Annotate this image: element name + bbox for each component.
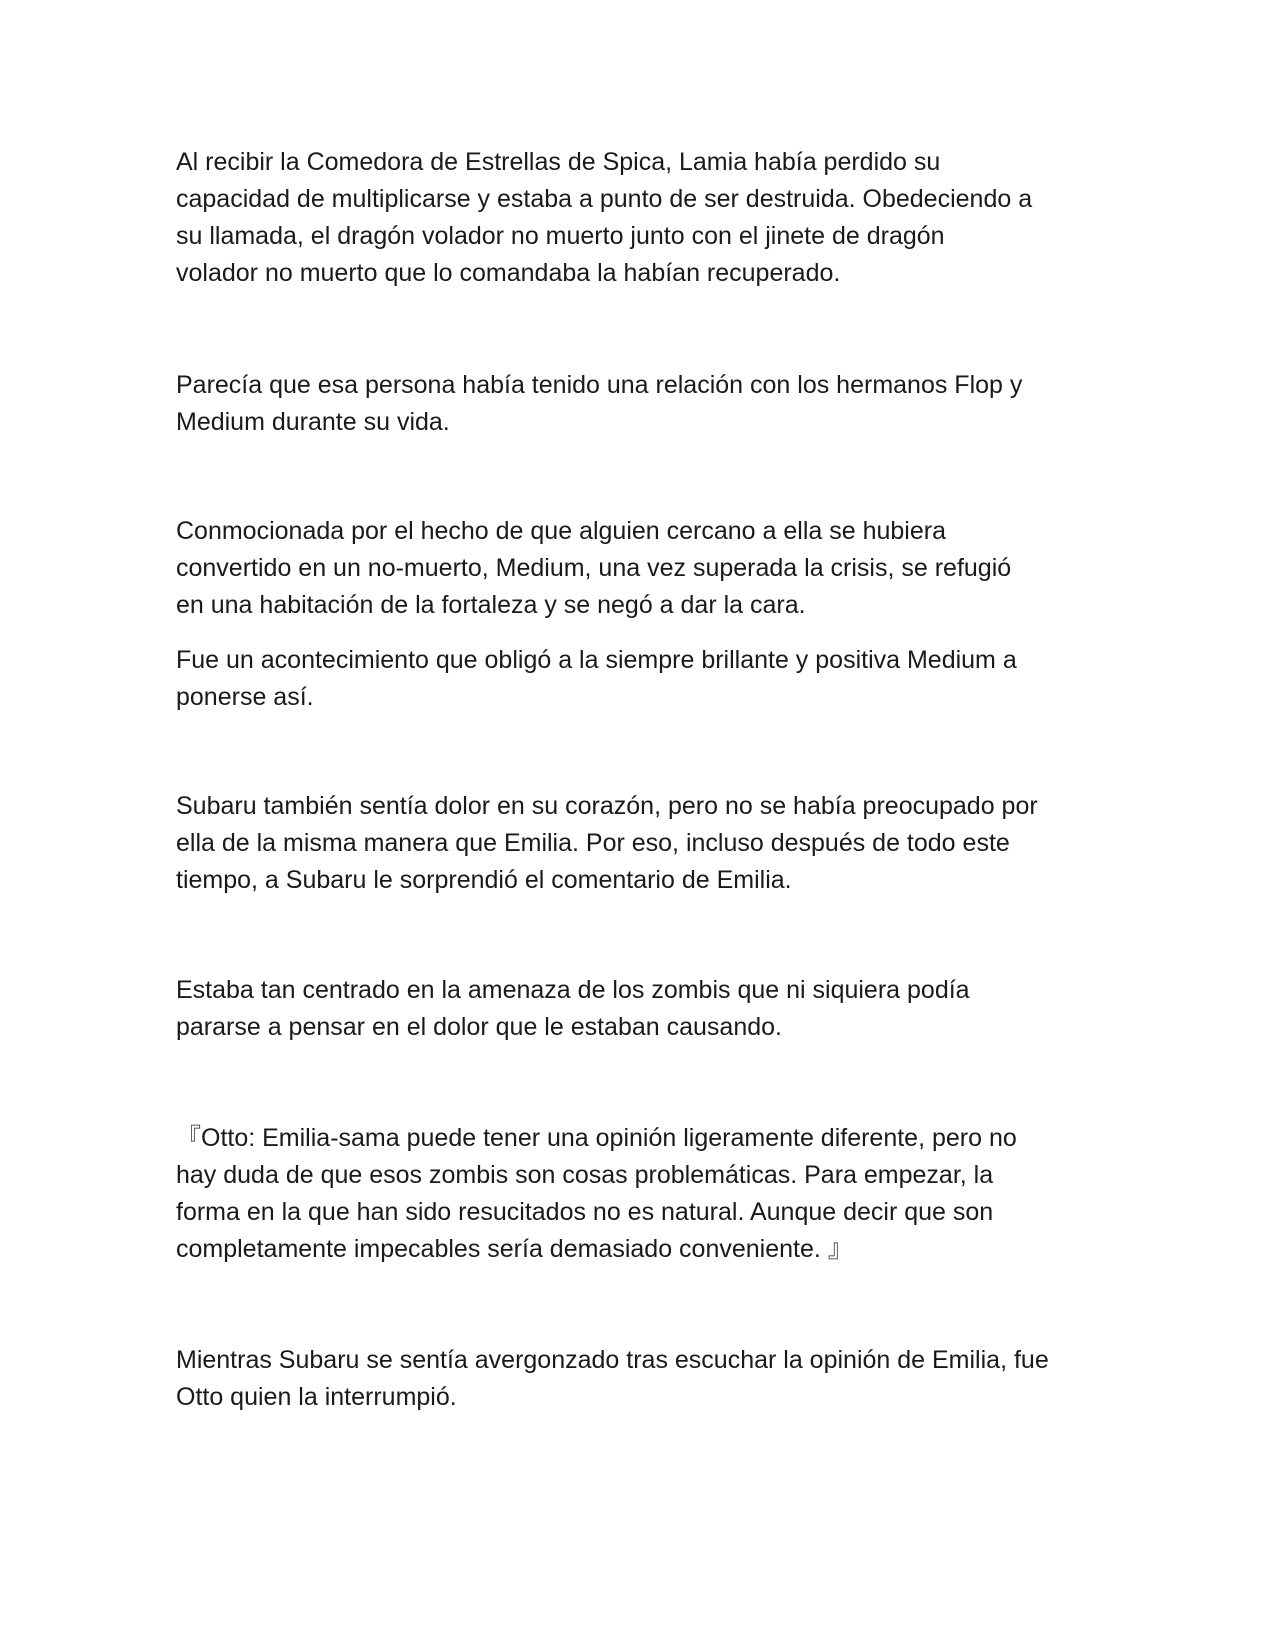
- paragraph-3: Conmocionada por el hecho de que alguien cercano a ella se hubiera convertido en un no-muerto, Medium, una vez superada la crisis, se refugió en una habitación de la fortaleza y se negó a dar la cara.: [176, 517, 1012, 619]
- paragraph-6: Estaba tan centrado en la amenaza de los zombis que ni siquiera podía pararse a pensar en el dolor que le estaban causando.: [176, 976, 970, 1041]
- paragraph-1: Al recibir la Comedora de Estrellas de Spica, Lamia había perdido su capacidad de multiplicarse y estaba a punto de ser destruida. Obedeciendo a su llamada, el dragón volador no muerto junto con el jinete de dragón volador no muerto que lo comandaba la habían recuperado.: [176, 148, 1033, 287]
- paragraph-4: Fue un acontecimiento que obligó a la siempre brillante y positiva Medium a ponerse así.: [176, 646, 1017, 711]
- paragraph-7: 『Otto: Emilia-sama puede tener una opinión ligeramente diferente, pero no hay duda de que esos zombis son cosas problemáticas. Para empezar, la forma en la que han sido resucitados no es natural. Aunque decir que son completamente impecables sería demasiado conveniente. 』: [176, 1124, 1017, 1263]
- paragraph-8: Mientras Subaru se sentía avergonzado tras escuchar la opinión de Emilia, fue Otto quien la interrumpió.: [176, 1346, 1049, 1411]
- paragraph-2: Parecía que esa persona había tenido una relación con los hermanos Flop y Medium durante su vida.: [176, 371, 1023, 436]
- paragraph-5: Subaru también sentía dolor en su corazón, pero no se había preocupado por ella de la misma manera que Emilia. Por eso, incluso después de todo este tiempo, a Subaru le sorprendió el comentario de Emilia.: [176, 792, 1038, 894]
